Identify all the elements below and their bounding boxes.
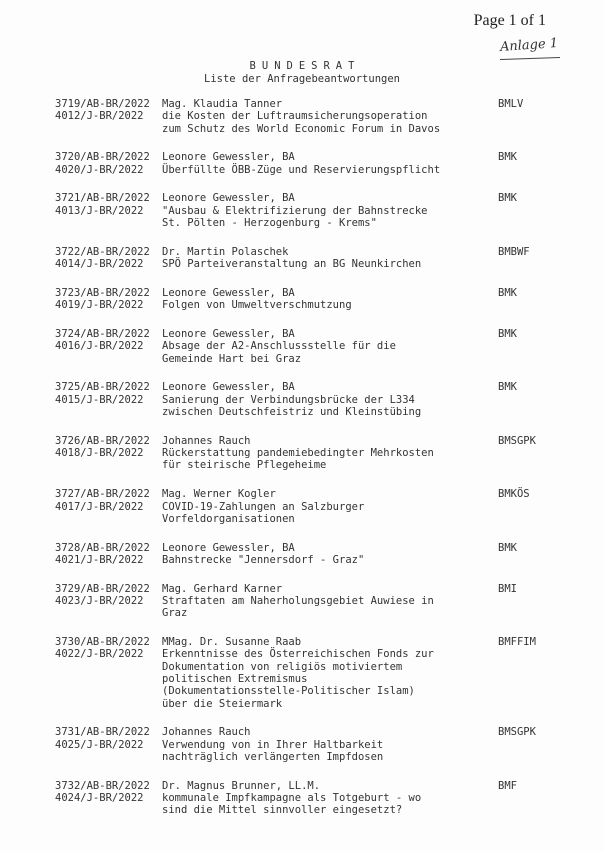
ministry-code: BMKÖS — [498, 488, 530, 501]
j-number: 4015/J-BR/2022 — [55, 393, 144, 406]
entry-ids — [55, 328, 161, 353]
subject-line: die Kosten der Luftraumsicherungsoperation — [162, 110, 428, 123]
entry-content — [161, 151, 555, 176]
subject-line: SPÖ Parteiveranstaltung an BG Neunkirchen — [162, 258, 422, 271]
list-item — [55, 435, 555, 472]
subject-line: "Ausbau & Elektrifizierung der Bahnstrecke — [162, 204, 428, 217]
subject-line: St. Pölten - Herzogenburg - Krems" — [162, 217, 377, 230]
j-number: 4020/J-BR/2022 — [55, 163, 144, 176]
document-header — [0, 60, 604, 86]
minister-name: Mag. Gerhard Karner — [162, 582, 283, 595]
list-item — [55, 488, 555, 525]
ab-number: 3719/AB-BR/2022 — [55, 98, 150, 110]
ministry-code: BMLV — [498, 98, 524, 110]
entry-ids — [55, 542, 161, 567]
j-number: 4023/J-BR/2022 — [55, 595, 144, 608]
entry-ids — [55, 583, 161, 608]
subject-line: über die Steiermark — [162, 697, 283, 710]
document-subtitle: Liste der Anfragebeantwortungen — [204, 73, 400, 85]
ministry-code: BMK — [498, 151, 517, 164]
j-number: 4018/J-BR/2022 — [55, 447, 144, 460]
subject-line: Verwendung von in Ihrer Haltbarkeit — [162, 738, 384, 751]
ab-number: 3722/AB-BR/2022 — [55, 245, 150, 258]
ab-number: 3731/AB-BR/2022 — [55, 726, 150, 739]
entry-content — [161, 287, 555, 312]
subject-line: Straftaten am Naherholungsgebiet Auwiese in — [162, 595, 434, 608]
minister-name: Johannes Rauch — [162, 726, 251, 739]
subject-line: für steirische Pflegeheime — [162, 459, 327, 472]
subject-line: zum Schutz des World Economic Forum in Davos — [162, 122, 441, 135]
entry-ids — [55, 98, 161, 123]
j-number: 4025/J-BR/2022 — [55, 738, 144, 751]
j-number: 4013/J-BR/2022 — [55, 204, 144, 217]
entry-content — [161, 636, 555, 710]
document-title: BUNDESRAT — [249, 60, 361, 72]
minister-name: Johannes Rauch — [162, 434, 251, 447]
entry-content — [161, 381, 555, 418]
entry-content — [161, 583, 555, 620]
handwritten-annotation: Anlage 1 — [499, 35, 559, 56]
entry-ids — [55, 381, 161, 406]
subject-line: Absage der A2-Anschlussstelle für die — [162, 340, 396, 353]
subject-line: sind die Mittel sinnvoller eingesetzt? — [162, 804, 403, 817]
j-number: 4021/J-BR/2022 — [55, 553, 144, 566]
subject-line: Graz — [162, 607, 188, 620]
subject-line: Rückerstattung pandemiebedingter Mehrkosten — [162, 447, 434, 460]
ministry-code: BMI — [498, 582, 517, 595]
ab-number: 3723/AB-BR/2022 — [55, 286, 150, 299]
j-number: 4016/J-BR/2022 — [55, 340, 144, 353]
entry-content — [161, 542, 555, 567]
ab-number: 3732/AB-BR/2022 — [55, 779, 150, 792]
subject-line: nachträglich verlängerten Impfdosen — [162, 750, 384, 763]
list-item — [55, 381, 555, 418]
entry-ids — [55, 488, 161, 513]
ministry-code: BMK — [498, 286, 517, 299]
page-number: Page 1 of 1 — [473, 12, 546, 29]
j-number: 4014/J-BR/2022 — [55, 258, 144, 271]
subject-line: Vorfeldorganisationen — [162, 512, 295, 525]
subject-line: Gemeinde Hart bei Graz — [162, 352, 302, 365]
subject-line: politischen Extremismus — [162, 673, 308, 685]
subject-line: Überfüllte ÖBB-Züge und Reservierungspflicht — [162, 163, 441, 176]
list-item — [55, 151, 555, 176]
ministry-code: BMK — [498, 192, 517, 205]
entry-ids — [55, 287, 161, 312]
minister-name: Leonore Gewessler, BA — [162, 286, 295, 299]
ministry-code: BMBWF — [498, 245, 530, 258]
ab-number: 3728/AB-BR/2022 — [55, 541, 150, 554]
ab-number: 3721/AB-BR/2022 — [55, 192, 150, 205]
entry-ids — [55, 192, 161, 217]
ministry-code: BMF — [498, 779, 517, 792]
j-number: 4017/J-BR/2022 — [55, 500, 144, 513]
minister-name: Dr. Martin Polaschek — [162, 245, 289, 258]
ministry-code: BMK — [498, 381, 517, 394]
entry-ids — [55, 636, 161, 661]
list-item — [55, 287, 555, 312]
list-item — [55, 246, 555, 271]
subject-line: Bahnstrecke "Jennersdorf - Graz" — [162, 553, 365, 566]
minister-name: Mag. Werner Kogler — [162, 488, 276, 501]
entry-ids — [55, 780, 161, 805]
entry-ids — [55, 435, 161, 460]
j-number: 4019/J-BR/2022 — [55, 299, 144, 312]
list-item — [55, 780, 555, 817]
entry-content — [161, 488, 555, 525]
ministry-code: BMK — [498, 541, 517, 554]
ab-number: 3720/AB-BR/2022 — [55, 151, 150, 164]
list-item — [55, 192, 555, 229]
subject-line: Sanierung der Verbindungsbrücke der L334 — [162, 393, 415, 406]
subject-line: Folgen von Umweltverschmutzung — [162, 299, 352, 312]
minister-name: Leonore Gewessler, BA — [162, 192, 295, 205]
ab-number: 3724/AB-BR/2022 — [55, 328, 150, 341]
ab-number: 3730/AB-BR/2022 — [55, 636, 150, 649]
entry-content — [161, 726, 555, 763]
ab-number: 3725/AB-BR/2022 — [55, 381, 150, 394]
minister-name: Leonore Gewessler, BA — [162, 541, 295, 554]
entry-ids — [55, 151, 161, 176]
subject-line: Erkenntnisse des Österreichischen Fonds zur — [162, 648, 434, 661]
list-item — [55, 98, 555, 135]
entries-list — [55, 98, 555, 833]
list-item — [55, 328, 555, 365]
entry-content — [161, 435, 555, 472]
list-item — [55, 726, 555, 763]
entry-content — [161, 98, 555, 135]
j-number: 4022/J-BR/2022 — [55, 648, 144, 661]
subject-line: COVID-19-Zahlungen an Salzburger — [162, 500, 365, 513]
entry-content — [161, 780, 555, 817]
minister-name: Dr. Magnus Brunner, LL.M. — [162, 779, 321, 792]
minister-name: Leonore Gewessler, BA — [162, 328, 295, 341]
ministry-code: BMSGPK — [498, 726, 536, 739]
minister-name: Mag. Klaudia Tanner — [162, 98, 283, 110]
entry-content — [161, 246, 555, 271]
ab-number: 3727/AB-BR/2022 — [55, 488, 150, 501]
minister-name: MMag. Dr. Susanne Raab — [162, 636, 302, 649]
ministry-code: BMK — [498, 328, 517, 341]
ministry-code: BMFFIM — [498, 636, 536, 649]
minister-name: Leonore Gewessler, BA — [162, 381, 295, 394]
j-number: 4024/J-BR/2022 — [55, 792, 144, 805]
subject-line: zwischen Deutschfeistriz und Kleinstübing — [162, 406, 422, 419]
subject-line: Dokumentation von religiös motiviertem — [162, 660, 403, 673]
j-number: 4012/J-BR/2022 — [55, 110, 144, 123]
entry-content — [161, 328, 555, 365]
subject-line: (Dokumentationsstelle-Politischer Islam) — [162, 685, 415, 698]
entry-ids — [55, 726, 161, 751]
list-item — [55, 542, 555, 567]
list-item — [55, 636, 555, 710]
list-item — [55, 583, 555, 620]
subject-line: kommunale Impfkampagne als Totgeburt - wo — [162, 792, 422, 805]
ab-number: 3729/AB-BR/2022 — [55, 582, 150, 595]
ab-number: 3726/AB-BR/2022 — [55, 434, 150, 447]
entry-content — [161, 192, 555, 229]
minister-name: Leonore Gewessler, BA — [162, 151, 295, 164]
entry-ids — [55, 246, 161, 271]
ministry-code: BMSGPK — [498, 434, 536, 447]
